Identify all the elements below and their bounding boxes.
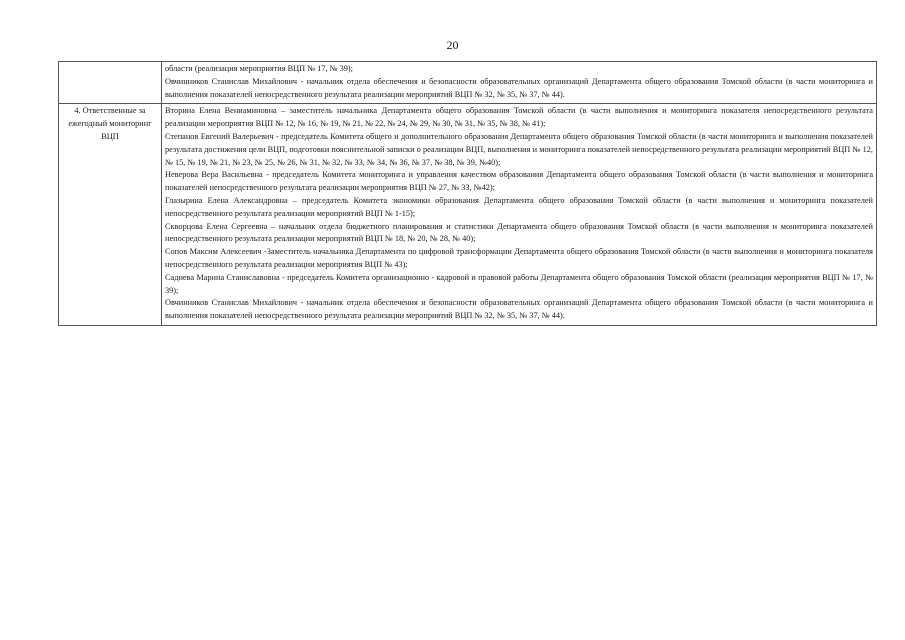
row-label bbox=[59, 62, 162, 104]
list-item: Степанов Евгений Валерьевич - председатель Комитета общего и дополнительного образования Департамента общего образования Томской области (в части мониторинга и выполнения показателей результата достижения цели ВЦП, подготовки пояснительной записки о реализации ВЦП, выполнения и мониторинга показателей непосредственного результата реализации мероприятий ВЦП № 12, № 15, № 19, № 21, № 23, № 25, № 26, № 31, № 32, № 33, № 34, № 36, № 37, № 38, № 39, №40); bbox=[165, 131, 873, 167]
list-item: Глазырина Елена Александровна – председатель Комитета экономики образования Департамента общего образования Томской области (в части выполнения и мониторинга показателей непосредственного результата реализации мероприятий ВЦП № 1-15); bbox=[165, 195, 873, 218]
list-item: Сопов Максим Алексеевич -Заместитель начальника Департамента по цифровой трансформации Департамента общего образования Томской области (в части выполнения и мониторинга показателя непосредственного результата реализации мероприятия ВЦП № 43); bbox=[165, 247, 873, 269]
table-row bbox=[59, 104, 877, 326]
list-item: Скворцова Елена Сергеевна – начальник отдела бюджетного планирования и статистики Департамента общего образования Томской области (в части выполнения и мониторинга показателей непосредственного результата реализации мероприятий ВЦП № 18, № 20, № 28, № 40); bbox=[165, 221, 873, 244]
table-row bbox=[59, 62, 877, 104]
row-label: 4. Ответственные за ежегодный мониторинг ВЦП bbox=[59, 104, 162, 326]
list-item: Садиева Марина Станиславовна - председатель Комитета организационно - кадровой и правовой работы Департамента общего образования Томской области (реализация мероприятия ВЦП № 17, № 39); bbox=[165, 272, 873, 295]
list-item: Овчинников Станислав Михайлович - начальник отдела обеспечения и безопасности образовательных организаций Департамента общего образования Томской области (в части мониторинга и выполнения показателей непосредственного результата реализации мероприятий ВЦП № 32, № 35, № 37, № 44). bbox=[165, 298, 873, 321]
list-item: Вторина Елена Вениаминовна – заместитель начальника Департамента общего образования Томской области (в части выполнения и мониторинга показателя непосредственного результата реализации мероприятия ВЦП № 12, № 16, № 19, № 21, № 22, № 24, № 29, № 30, № 31, № 35, № 38, № 41); bbox=[165, 106, 873, 129]
row-content bbox=[162, 104, 877, 326]
responsibility-table bbox=[58, 61, 877, 326]
row-content bbox=[162, 62, 877, 104]
list-item: Овчинников Станислав Михайлович - начальник отдела обеспечения и безопасности образовательных организаций Департамента общего образования Томской области (в части мониторинга и выполнения показателей непосредственного результата реализации мероприятий ВЦП № 32, № 35, № 37, № 44). bbox=[165, 76, 873, 99]
list-item: Неверова Вера Васильевна - председатель Комитета мониторинга и управления качеством образования Департамента общего образования Томской области (в части выполнения и мониторинга показателей непосредственного результата реализации мероприятия ВЦП № 27, № 33, №42); bbox=[165, 170, 873, 193]
list-item: области (реализация мероприятия ВЦП № 17, № 39); bbox=[165, 64, 353, 73]
page-number: 20 bbox=[446, 38, 459, 52]
